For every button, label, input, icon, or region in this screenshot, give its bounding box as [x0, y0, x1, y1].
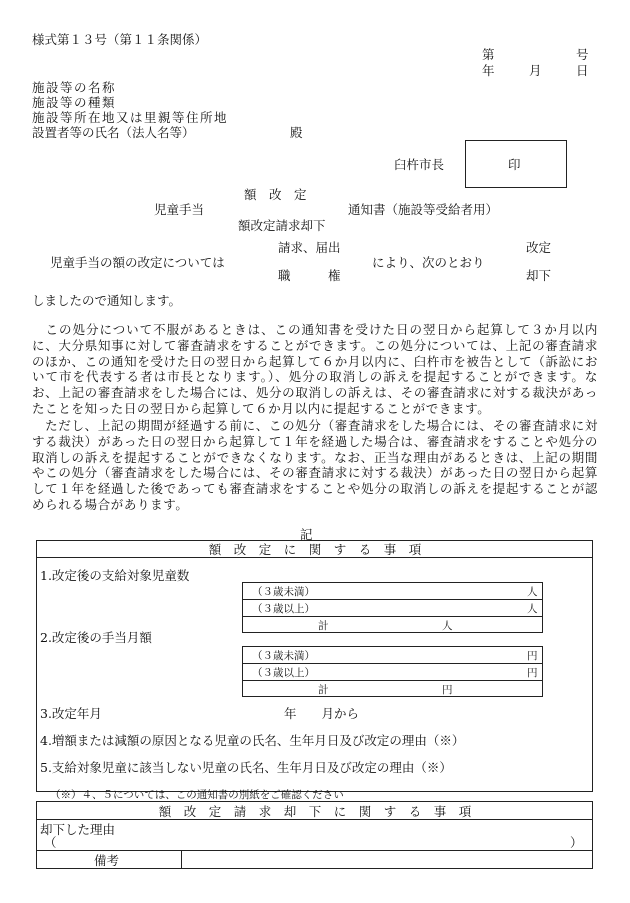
option-request: 請求、届出 [278, 240, 341, 255]
date-year-label: 年 [482, 63, 495, 78]
title-option-revision: 額 改 定 [244, 187, 307, 202]
monthly-amount-total-unit: 円 [442, 684, 453, 696]
document-number-prefix: 第 [482, 47, 495, 62]
rejection-table-heading: 額 改 定 請 求 却 下 に 関 す る 事 項 [158, 804, 472, 819]
item3-label: 3.改定年月 [40, 706, 102, 721]
child-count-over3-unit: 人 [527, 603, 538, 615]
founder-name-label: 設置者等の氏名（法人名等） [32, 125, 195, 140]
form-number-label: 様式第１３号（第１１条関係） [32, 32, 208, 47]
monthly-amount-divider-2 [242, 680, 543, 681]
facility-name-label: 施設等の名称 [32, 80, 117, 95]
appeal-paragraph-1: この処分について不服があるときは、この通知書を受けた日の翌日から起算して３か月以内に、大分県知事に対して審査請求をすることができます。この処分については、上記の審査請求のほか、この通知を受けた日の翌日から起算して６か月以内に、臼杵市を被告として（訴訟において市を代表する者は市長となります。）、処分の取消しの訴えを提起することができます。なお、上記の審査請求をした場合には、処分の取消しの訴えは、その審査請求に対する裁決があったことを知った日の翌日から起算して６か月以内に提起することができます。 [32, 322, 598, 416]
child-count-under3-label: （３歳未満） [252, 586, 315, 598]
child-count-total-label: 計 [318, 620, 329, 632]
option-ex-officio: 職 権 [278, 268, 341, 283]
lead-middle: により、次のとおり [372, 255, 485, 270]
facility-type-label: 施設等の種類 [32, 95, 117, 110]
rejection-reason-paren-close: ） [570, 835, 583, 850]
monthly-amount-under3-label: （３歳未満） [252, 650, 315, 662]
facility-address-label: 施設等所在地又は里親等住所地 [32, 110, 229, 125]
title-right: 通知書（施設等受給者用） [348, 202, 499, 217]
honorific: 殿 [290, 125, 303, 140]
appendix-note: （※）４、５については、この通知書の別紙をご確認ください [50, 789, 344, 801]
child-count-under3-unit: 人 [527, 586, 538, 598]
monthly-amount-over3-unit: 円 [527, 667, 538, 679]
remarks-label: 備考 [94, 853, 120, 868]
monthly-amount-under3-unit: 円 [527, 650, 538, 662]
child-count-divider-1 [242, 599, 543, 600]
revision-table-heading-divider [36, 557, 593, 558]
rejection-reason-label: 却下した理由 [40, 822, 116, 837]
rejection-table-heading-divider [36, 819, 593, 820]
title-left: 児童手当 [154, 202, 205, 217]
item4-label: 4.増額または減額の原因となる児童の氏名、生年月日及び改定の理由（※） [40, 733, 465, 748]
item2-label: 2.改定後の手当月額 [40, 630, 152, 645]
mayor-title: 臼杵市長 [394, 157, 445, 172]
lead-suffix: しましたので通知します。 [32, 293, 182, 308]
lead-prefix: 児童手当の額の改定については [50, 255, 225, 270]
remarks-column-divider [181, 850, 182, 869]
revision-table-heading: 額 改 定 に 関 す る 事 項 [208, 542, 422, 557]
title-option-rejection: 額改定請求却下 [238, 218, 326, 233]
item5-label: 5.支給対象児童に該当しない児童の氏名、生年月日及び改定の理由（※） [40, 760, 452, 775]
date-day-label: 日 [576, 63, 589, 78]
monthly-amount-over3-label: （３歳以上） [252, 667, 315, 679]
ki-label: 記 [300, 527, 313, 542]
seal-label: 印 [508, 157, 521, 172]
appeal-paragraph-2: ただし、上記の期間が経過する前に、この処分（審査請求をした場合には、その審査請求に対する裁決）があった日の翌日から起算して１年を経過した場合は、審査請求をすることや処分の取消しの訴えを提起することができなくなります。なお、正当な理由があるときは、上記の期間やこの処分（審査請求をした場合には、その審査請求に対する裁決）があった日の翌日から起算して１年を経過した後であっても審査請求をすることや処分の取消しの訴えを提起することが認められる場合があります。 [32, 418, 598, 512]
rejection-table-remarks-divider [36, 850, 593, 851]
result-rejection: 却下 [526, 268, 552, 283]
revision-year-month: 年 月から [284, 706, 360, 721]
result-revision: 改定 [526, 240, 552, 255]
child-count-total-unit: 人 [442, 620, 453, 632]
child-count-over3-label: （３歳以上） [252, 603, 315, 615]
date-month-label: 月 [529, 63, 542, 78]
child-count-divider-2 [242, 616, 543, 617]
item1-label: 1.改定後の支給対象児童数 [40, 568, 190, 583]
document-number-suffix: 号 [576, 47, 589, 62]
monthly-amount-total-label: 計 [318, 684, 329, 696]
rejection-reason-paren-open: （ [44, 835, 57, 850]
monthly-amount-divider-1 [242, 663, 543, 664]
